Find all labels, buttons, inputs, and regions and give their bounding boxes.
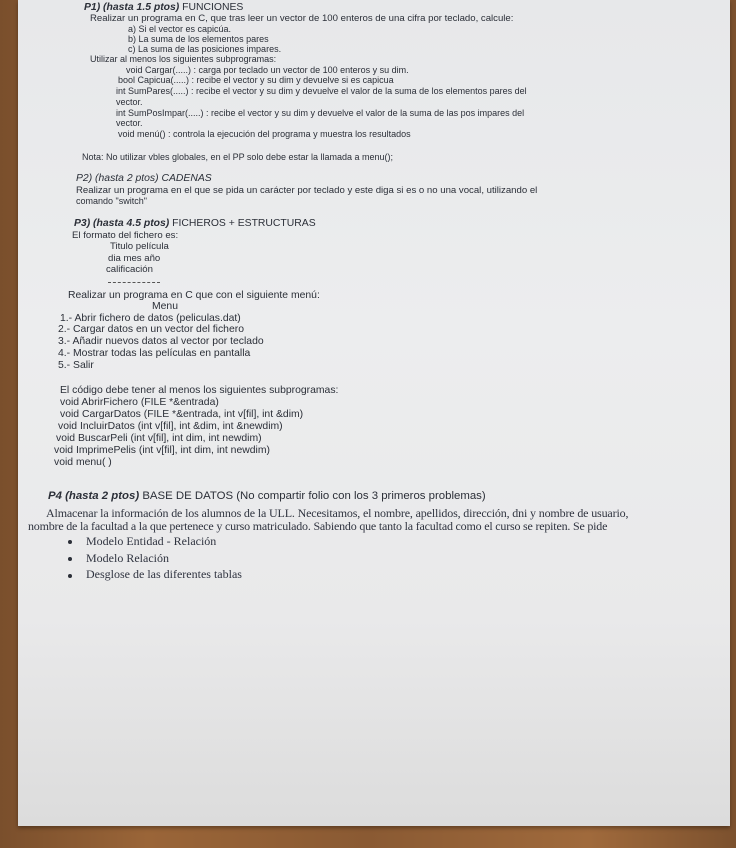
exam-sheet xyxy=(18,0,730,826)
p1-item-c: c) La suma de las posiciones impares. xyxy=(128,44,282,54)
p3-menu-item-3: 3.- Añadir nuevos datos al vector por teclado xyxy=(58,336,264,347)
p1-sub-menu: void menú() : controla la ejecución del programa y muestra los resultados xyxy=(118,129,411,139)
p2-heading: P2) (hasta 2 ptos) CADENAS xyxy=(76,173,212,184)
p1-item-b: b) La suma de los elementos pares xyxy=(128,34,269,44)
p3-sub-buscar: void BuscarPeli (int v[fil], int dim, int newdim) xyxy=(56,433,262,444)
p1-title: FUNCIONES xyxy=(182,2,244,13)
p4-title: BASE DE DATOS (No compartir folio con los 3 primeros problemas) xyxy=(142,490,486,502)
p3-sub-menu: void menu( ) xyxy=(54,457,112,468)
p4-line-2: nombre de la facultad a la que pertenece y curso matriculado. Sabiendo que tanto la facultad como el curso se repiten. Se pide xyxy=(28,519,608,533)
p1-heading: P1) (hasta 1.5 ptos) xyxy=(84,2,180,13)
p3-format-rating: calificación xyxy=(106,264,153,275)
p4-bullet-2: Modelo Relación xyxy=(86,551,169,565)
p3-heading-row xyxy=(74,218,316,230)
format-separator xyxy=(108,282,160,283)
p3-heading: P3) (hasta 4.5 ptos) xyxy=(74,218,170,229)
p3-sub-cargar: void CargarDatos (FILE *&entrada, int v[fil], int &dim) xyxy=(60,409,304,420)
p3-menu-title: Menu xyxy=(152,301,178,312)
p3-menu-item-1: 1.- Abrir fichero de datos (peliculas.dat) xyxy=(60,313,241,324)
p3-format-line: El formato del fichero es: xyxy=(72,230,179,241)
p1-item-a: a) Si el vector es capicúa. xyxy=(128,24,232,34)
p1-sub-sumpares-cont: vector. xyxy=(116,97,143,107)
p1-note: Nota: No utilizar vbles globales, en el PP solo debe estar la llamada a menu(); xyxy=(82,152,394,162)
p4-bullet-1: Modelo Entidad - Relación xyxy=(86,534,217,548)
p1-intro: Realizar un programa en C, que tras leer un vector de 100 enteros de una cifra por teclado, calcule: xyxy=(90,13,514,24)
bullet-dot xyxy=(68,557,72,561)
p1-use-line: Utilizar al menos los siguientes subprogramas: xyxy=(90,54,277,64)
p1-sub-sumposimpar: int SumPosImpar(.....) : recibe el vector y su dim y devuelve el valor de la suma de las pos impares del xyxy=(116,108,525,118)
p3-sub-imprime: void ImprimePelis (int v[fil], int dim, int newdim) xyxy=(54,445,270,456)
p2-line-1: Realizar un programa en el que se pida un carácter por teclado y este diga si es o no una vocal, utilizando el xyxy=(76,185,538,196)
p4-heading-row xyxy=(48,490,486,503)
p3-sub-incluir: void IncluirDatos (int v[fil], int &dim, int &newdim) xyxy=(58,421,283,432)
p3-menu-intro: Realizar un programa en C que con el siguiente menú: xyxy=(68,290,320,301)
p1-sub-cargar: void Cargar(.....) : carga por teclado un vector de 100 enteros y su dim. xyxy=(126,65,409,75)
p4-bullet-3: Desglose de las diferentes tablas xyxy=(86,567,242,581)
p3-menu-item-2: 2.- Cargar datos en un vector del fichero xyxy=(58,324,244,335)
p1-sub-capicua: bool Capicua(.....) : recibe el vector y su dim y devuelve si es capicua xyxy=(118,75,394,85)
p3-sub-abrir: void AbrirFichero (FILE *&entrada) xyxy=(60,397,219,408)
p3-title: FICHEROS + ESTRUCTURAS xyxy=(172,218,316,229)
p3-format-title: Titulo película xyxy=(110,241,169,252)
p3-menu-item-4: 4.- Mostrar todas las películas en pantalla xyxy=(58,348,251,359)
p3-sub-intro: El código debe tener al menos los siguientes subprogramas: xyxy=(60,385,339,396)
p1-sub-sumpares: int SumPares(.....) : recibe el vector y su dim y devuelve el valor de la suma de los elementos pares del xyxy=(116,86,527,96)
p2-line-2: comando "switch" xyxy=(76,196,147,206)
bullet-dot xyxy=(68,540,72,544)
p3-format-date: dia mes año xyxy=(108,253,161,264)
bullet-dot xyxy=(68,574,72,578)
p4-line-1: Almacenar la información de los alumnos de la ULL. Necesitamos, el nombre, apellidos, dirección, dni y nombre de usuario, xyxy=(46,506,629,520)
p4-heading: P4 (hasta 2 ptos) xyxy=(48,490,140,502)
p3-menu-item-5: 5.- Salir xyxy=(58,360,94,371)
p1-sub-sumposimpar-cont: vector. xyxy=(116,118,143,128)
